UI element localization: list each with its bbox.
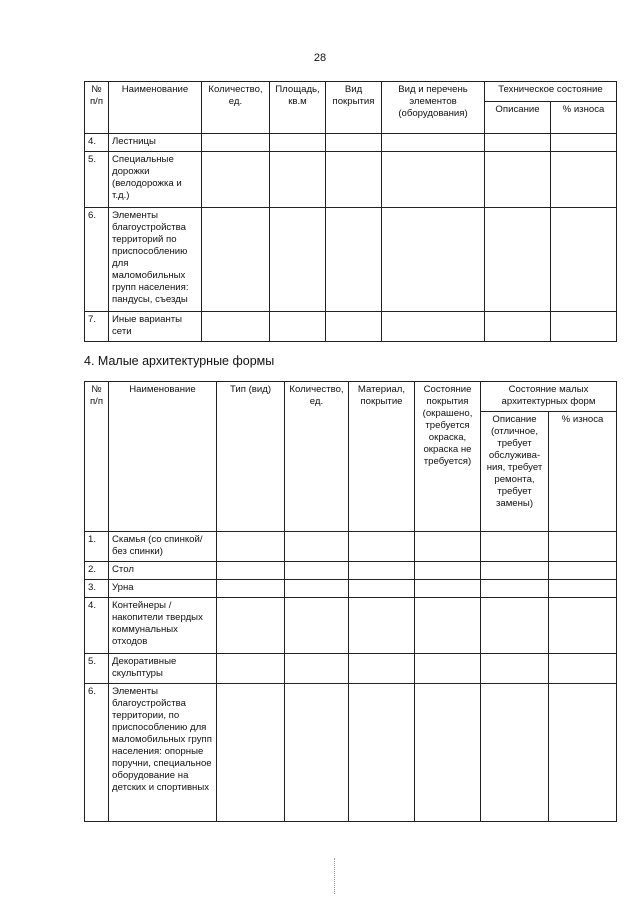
table-row	[85, 532, 617, 562]
col-header-num: № п/п	[85, 382, 109, 532]
empty-cell	[270, 134, 326, 152]
row-num: 5.	[85, 654, 109, 684]
col-header-qty: Количество, ед.	[202, 82, 270, 134]
empty-cell	[549, 654, 617, 684]
col-header-name: Наименование	[109, 382, 217, 532]
col-header-desc: Описание (отличное, требует обслужива-ния, требует ремонта, требует замены)	[481, 412, 549, 532]
row-name: Скамья (со спинкой/ без спинки)	[109, 532, 217, 562]
col-header-maf-state: Состояние малых архитектурных форм	[481, 382, 617, 412]
page-fold-mark	[334, 858, 336, 894]
row-num: 1.	[85, 532, 109, 562]
empty-cell	[270, 312, 326, 342]
section-title: 4. Малые архитектурные формы	[84, 354, 275, 368]
col-header-name: Наименование	[109, 82, 202, 134]
row-num: 7.	[85, 312, 109, 342]
col-header-tech-state: Техническое состояние	[485, 82, 617, 102]
empty-cell	[382, 312, 485, 342]
empty-cell	[481, 562, 549, 580]
row-name: Урна	[109, 580, 217, 598]
empty-cell	[485, 134, 551, 152]
empty-cell	[485, 312, 551, 342]
empty-cell	[326, 152, 382, 208]
table-row	[85, 312, 617, 342]
empty-cell	[551, 152, 617, 208]
empty-cell	[285, 580, 349, 598]
empty-cell	[382, 208, 485, 312]
empty-cell	[217, 580, 285, 598]
empty-cell	[415, 684, 481, 822]
empty-cell	[349, 580, 415, 598]
empty-cell	[481, 654, 549, 684]
table-row	[85, 208, 617, 312]
empty-cell	[270, 208, 326, 312]
empty-cell	[415, 562, 481, 580]
table-row	[85, 562, 617, 580]
empty-cell	[217, 598, 285, 654]
row-name: Элементы благоустройства территорий по приспособлению для маломобильных групп населения: пандусы, съезды	[109, 208, 202, 312]
empty-cell	[485, 208, 551, 312]
empty-cell	[382, 152, 485, 208]
col-header-cover: Вид покрытия	[326, 82, 382, 134]
empty-cell	[551, 134, 617, 152]
empty-cell	[349, 684, 415, 822]
row-name: Декоративные скульптуры	[109, 654, 217, 684]
empty-cell	[202, 152, 270, 208]
empty-cell	[326, 208, 382, 312]
empty-cell	[481, 684, 549, 822]
row-name: Стол	[109, 562, 217, 580]
empty-cell	[217, 654, 285, 684]
col-header-elements: Вид и перечень элементов (оборудования)	[382, 82, 485, 134]
row-num: 4.	[85, 134, 109, 152]
table-row	[85, 152, 617, 208]
row-num: 4.	[85, 598, 109, 654]
table-row	[85, 598, 617, 654]
empty-cell	[415, 598, 481, 654]
row-num: 6.	[85, 684, 109, 822]
row-name: Лестницы	[109, 134, 202, 152]
table-row	[85, 580, 617, 598]
empty-cell	[549, 598, 617, 654]
row-num: 2.	[85, 562, 109, 580]
row-name: Специальные дорожки (велодорожка и т.д.)	[109, 152, 202, 208]
table-row	[85, 654, 617, 684]
col-header-material: Материал, покрытие	[349, 382, 415, 532]
empty-cell	[217, 562, 285, 580]
col-header-qty: Количество, ед.	[285, 382, 349, 532]
empty-cell	[202, 208, 270, 312]
col-header-wear: % износа	[551, 102, 617, 134]
col-header-num: № п/п	[85, 82, 109, 134]
empty-cell	[349, 562, 415, 580]
row-name: Элементы благоустройства территории, по приспособлению для маломобильных групп населения: опорные поручни, специальное оборудование на детских и спортивных	[109, 684, 217, 822]
row-num: 3.	[85, 580, 109, 598]
empty-cell	[485, 152, 551, 208]
empty-cell	[202, 312, 270, 342]
empty-cell	[326, 312, 382, 342]
inventory-table-paths	[84, 81, 617, 342]
empty-cell	[285, 562, 349, 580]
inventory-table-maf	[84, 381, 617, 822]
empty-cell	[551, 208, 617, 312]
empty-cell	[285, 532, 349, 562]
row-num: 6.	[85, 208, 109, 312]
table-row	[85, 134, 617, 152]
empty-cell	[382, 134, 485, 152]
table-row	[85, 684, 617, 822]
col-header-cover-state: Состояние покрытия (окрашено, требуется окраска, окраска не требуется)	[415, 382, 481, 532]
row-name: Иные варианты сети	[109, 312, 202, 342]
col-header-wear: % износа	[549, 412, 617, 532]
empty-cell	[285, 654, 349, 684]
empty-cell	[285, 684, 349, 822]
empty-cell	[549, 580, 617, 598]
empty-cell	[549, 562, 617, 580]
empty-cell	[481, 532, 549, 562]
row-name: Контейнеры / накопители твердых коммунальных отходов	[109, 598, 217, 654]
col-header-desc: Описание	[485, 102, 551, 134]
empty-cell	[217, 532, 285, 562]
empty-cell	[549, 684, 617, 822]
empty-cell	[217, 684, 285, 822]
empty-cell	[481, 598, 549, 654]
empty-cell	[326, 134, 382, 152]
empty-cell	[415, 532, 481, 562]
empty-cell	[349, 532, 415, 562]
row-num: 5.	[85, 152, 109, 208]
empty-cell	[415, 580, 481, 598]
empty-cell	[285, 598, 349, 654]
empty-cell	[202, 134, 270, 152]
empty-cell	[549, 532, 617, 562]
empty-cell	[349, 654, 415, 684]
page-number: 28	[313, 52, 327, 64]
empty-cell	[270, 152, 326, 208]
empty-cell	[415, 654, 481, 684]
empty-cell	[551, 312, 617, 342]
empty-cell	[349, 598, 415, 654]
col-header-type: Тип (вид)	[217, 382, 285, 532]
empty-cell	[481, 580, 549, 598]
col-header-area: Площадь, кв.м	[270, 82, 326, 134]
